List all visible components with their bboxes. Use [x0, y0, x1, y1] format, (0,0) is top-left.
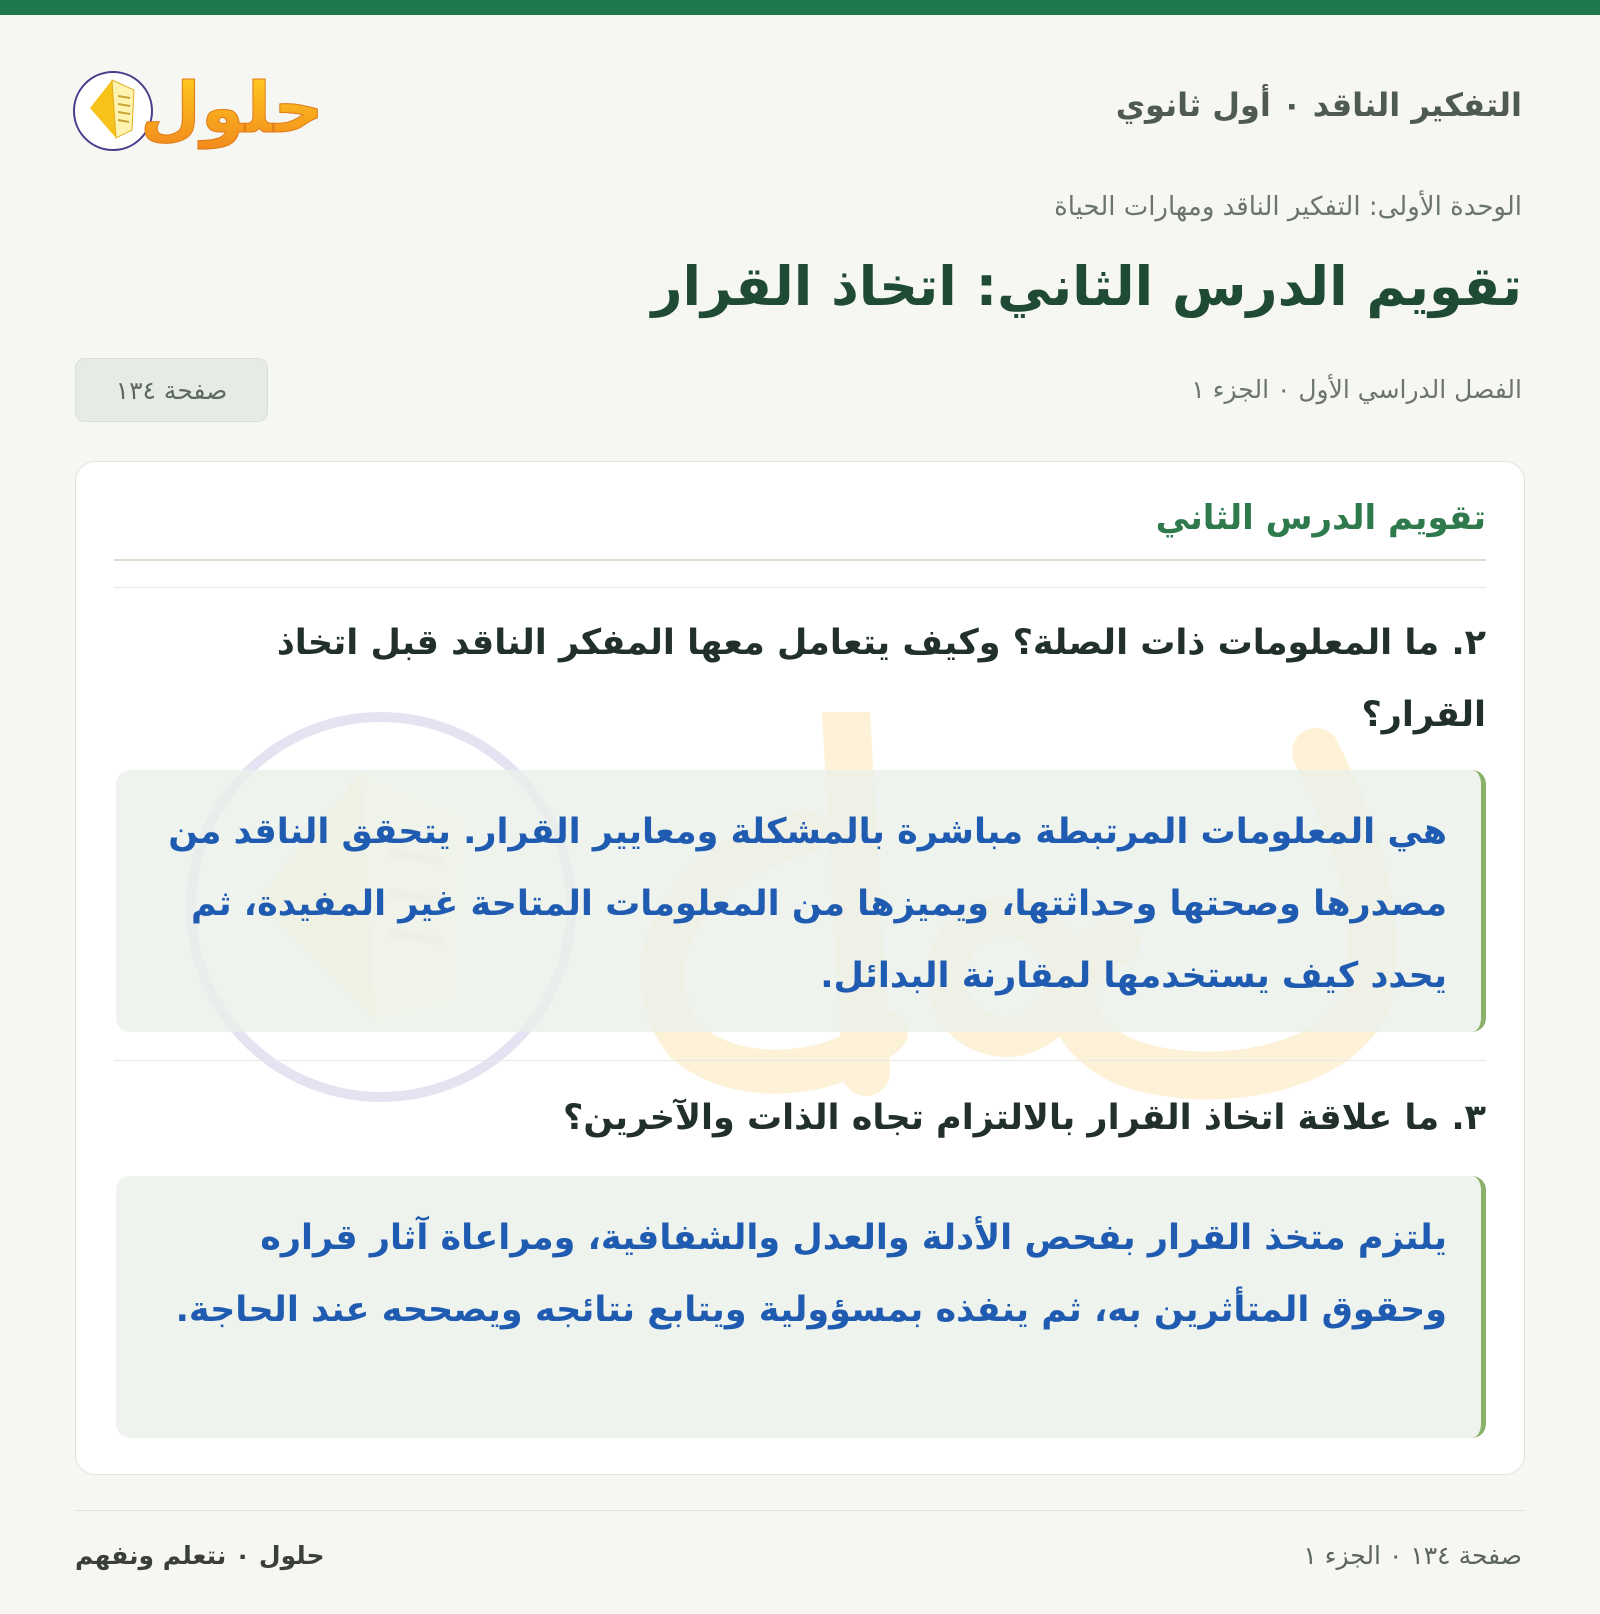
footer-page-info: صفحة ١٣٤ ٠ الجزء ١ [1303, 1541, 1522, 1570]
question-divider [114, 587, 1486, 588]
book-icon [72, 50, 342, 160]
section-title: تقويم الدرس الثاني [1155, 498, 1486, 538]
unit-label: الوحدة الأولى: التفكير الناقد ومهارات الحياة [1054, 192, 1522, 222]
logo-text: حلول [140, 67, 324, 149]
answer-2-box [116, 770, 1486, 1032]
subject-title: التفكير الناقد ٠ أول ثانوي [1115, 86, 1522, 124]
lesson-card [75, 461, 1525, 1475]
footer-brand[interactable]: حلول ٠ نتعلم ونفهم [75, 1541, 325, 1570]
question-3: ٣. ما علاقة اتخاذ القرار بالالتزام تجاه الذات والآخرين؟ [563, 1098, 1486, 1138]
answer-2-text: هي المعلومات المرتبطة مباشرة بالمشكلة ومعايير القرار. يتحقق الناقد من مصدرها وصحتها وحداثتها، ويميزها من المعلومات المتاحة غير المفيدة، ثم يحدد كيف يستخدمها لمقارنة البدائل. [168, 812, 1447, 996]
question-2: ٢. ما المعلومات ذات الصلة؟ وكيف يتعامل معها المفكر الناقد قبل اتخاذ القرار؟ [276, 623, 1486, 735]
top-accent-bar [0, 0, 1600, 15]
section-divider [114, 559, 1486, 561]
page-badge: صفحة ١٣٤ [75, 358, 268, 422]
site-logo[interactable] [72, 50, 342, 160]
answer-3-text: يلتزم متخذ القرار بفحص الأدلة والعدل والشفافية، ومراعاة آثار قراره وحقوق المتأثرين به، ثم ينفذه بمسؤولية ويتابع نتائجه ويصححه عند الحاجة. [175, 1218, 1447, 1330]
lesson-title: تقويم الدرس الثاني: اتخاذ القرار [651, 255, 1522, 318]
footer-divider [75, 1510, 1525, 1511]
semester-label: الفصل الدراسي الأول ٠ الجزء ١ [1191, 375, 1522, 404]
question-divider [114, 1060, 1486, 1061]
answer-3-box [116, 1176, 1486, 1438]
